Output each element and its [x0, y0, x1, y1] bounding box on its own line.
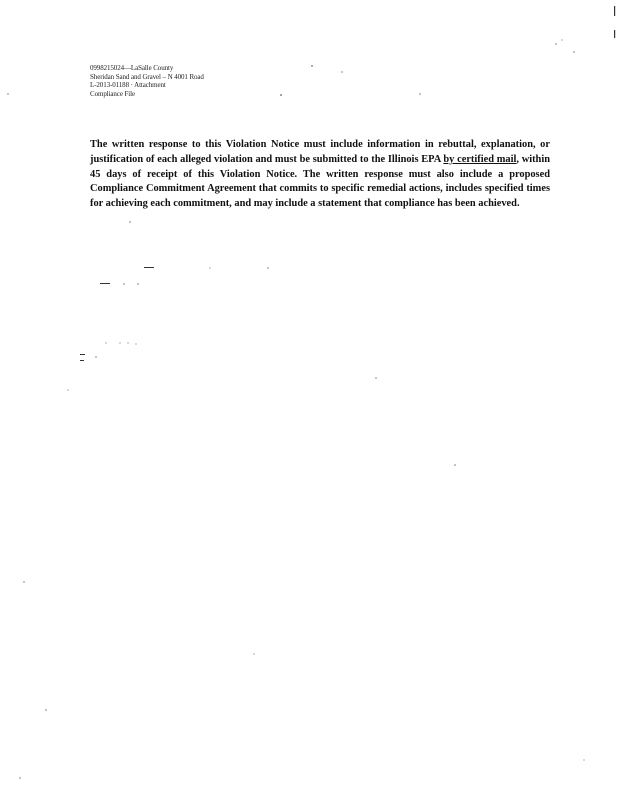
speck [267, 267, 268, 268]
speck [562, 40, 563, 41]
header-line-file: Compliance File [90, 89, 135, 98]
speck [311, 65, 312, 66]
speck [144, 267, 154, 268]
speck [19, 777, 20, 778]
speck [7, 93, 8, 94]
header-line-site: Sheridan Sand and Gravel – N 4001 Road [90, 72, 204, 81]
speck [106, 343, 107, 344]
paragraph-part-1: The written response to this Violation Notice must include information in rebuttal, explanation, or justification of each alleged violation and must be submitted to the Illinois EPA [90, 139, 550, 165]
edge-mark [614, 6, 615, 16]
speck [137, 283, 138, 284]
scan-specks [7, 6, 615, 779]
speck [68, 390, 69, 391]
certified-mail-phrase: by certified mail [443, 153, 517, 165]
speck [128, 343, 129, 344]
speck [254, 654, 255, 655]
speck [454, 464, 455, 465]
speck [280, 94, 282, 96]
speck [123, 283, 124, 284]
speck [80, 360, 84, 361]
speck [341, 71, 342, 72]
speck [23, 581, 24, 582]
speck [375, 377, 376, 378]
speck [95, 356, 96, 357]
speck [100, 283, 110, 284]
speck [584, 760, 585, 761]
header-line-id: 0998215024—LaSalle County [90, 64, 174, 72]
speck [80, 354, 85, 355]
speck [419, 93, 420, 94]
speck [129, 221, 130, 222]
speck [120, 343, 121, 344]
speck [136, 344, 137, 345]
header-line-ref: L-2013-01188 · Attachment [90, 81, 166, 89]
speck [555, 43, 556, 44]
speck [573, 51, 574, 52]
paragraph-part-2: , within 45 days of receipt of this Violation Notice. The written response must also include a proposed Compliance Commitment Agreement that commits to specific remedial actions, includes specified times for achieving each commitment, and may include a statement that compliance has been achieved. [90, 153, 550, 209]
speck [45, 709, 46, 710]
speck [210, 268, 211, 269]
edge-mark [614, 30, 615, 38]
